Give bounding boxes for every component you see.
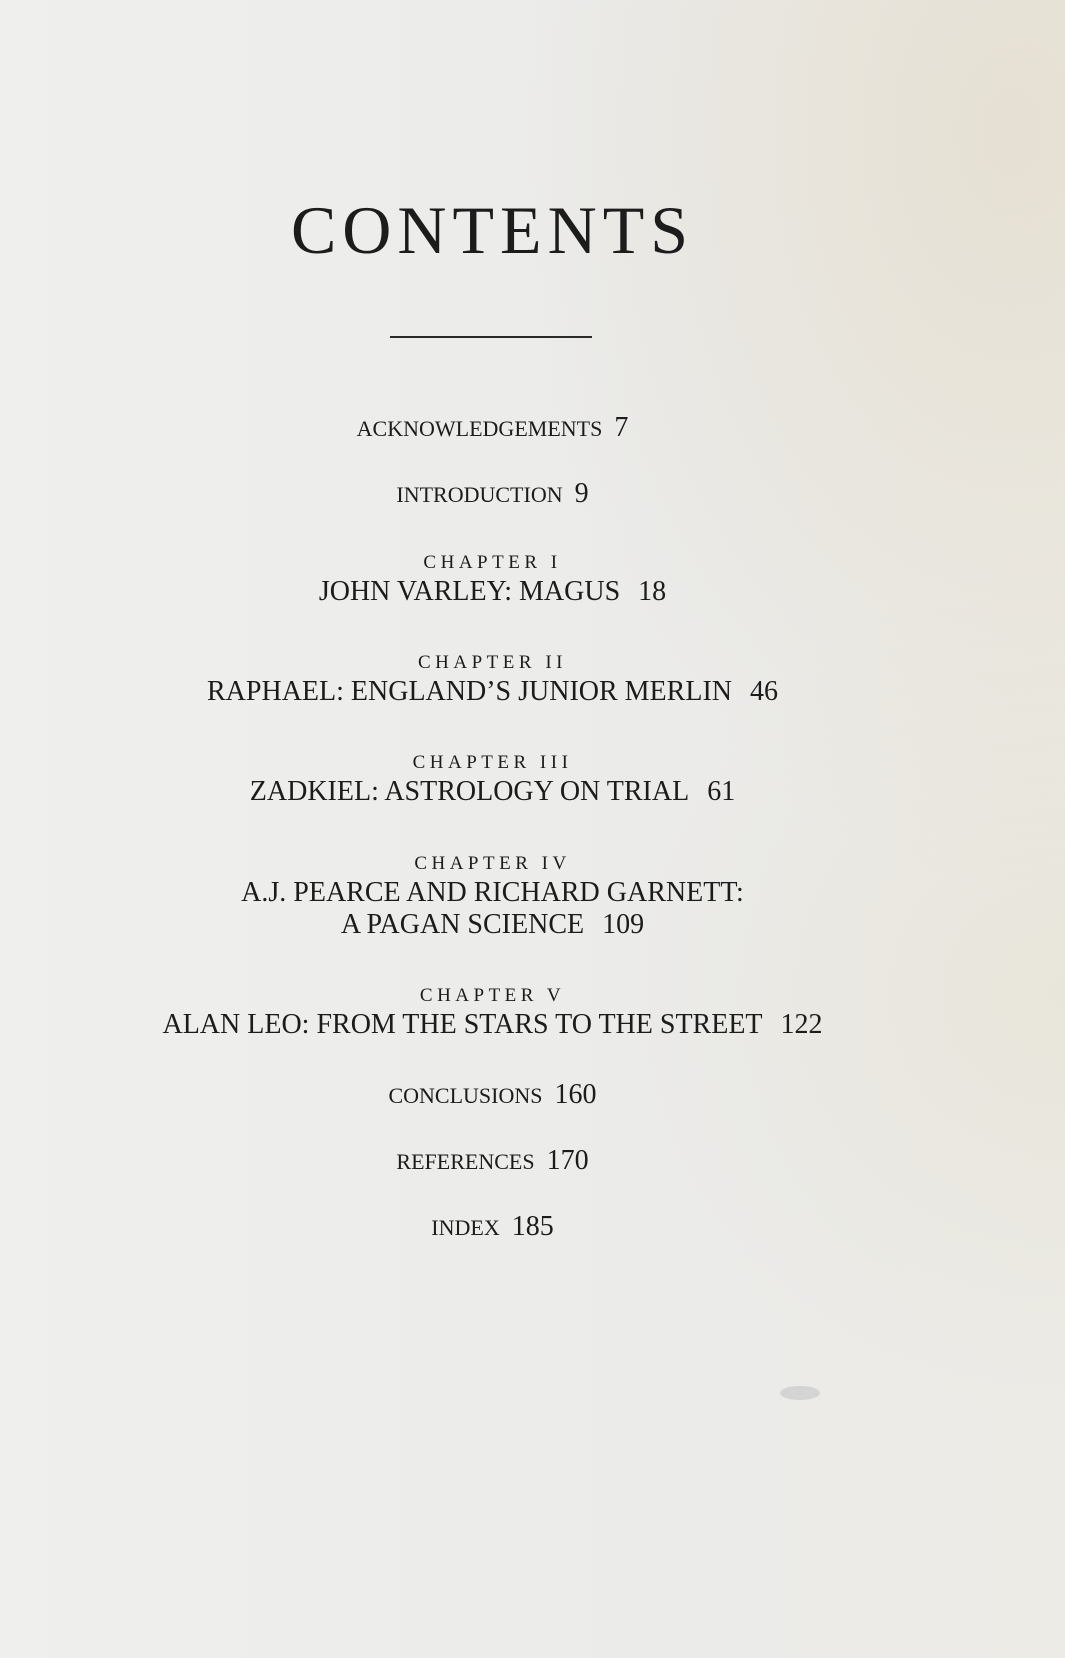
toc-entry-introduction	[0, 480, 985, 508]
chapter-page: 61	[707, 776, 736, 807]
chapter-label-1: CHAPTER I	[423, 552, 562, 573]
chapter-page: 109	[602, 909, 645, 940]
chapter-title-text: ZADKIEL: ASTROLOGY ON TRIAL	[249, 776, 690, 807]
toc-entry-conclusions	[0, 1081, 985, 1109]
toc-entry-acknowledgements	[0, 414, 985, 442]
toc-entry-page: 160	[554, 1079, 597, 1110]
toc-entry-references	[0, 1147, 985, 1175]
chapter-label-4: CHAPTER IV	[414, 853, 571, 874]
chapter-title-4-line1	[0, 879, 985, 907]
chapter-title-5	[0, 1011, 985, 1039]
toc-entry-label: INDEX	[431, 1215, 500, 1240]
toc-entry-label: INTRODUCTION	[396, 482, 563, 507]
toc-entry-page: 7	[614, 412, 629, 443]
chapter-title-3	[0, 778, 985, 806]
chapter-label-2: CHAPTER II	[418, 652, 567, 673]
chapter-label-5: CHAPTER V	[419, 985, 566, 1006]
page-smudge	[780, 1386, 820, 1400]
chapter-label-3: CHAPTER III	[412, 752, 573, 773]
toc-entry-page: 170	[546, 1145, 589, 1176]
chapter-title-text: RAPHAEL: ENGLAND’S JUNIOR MERLIN	[207, 676, 732, 707]
toc-entry-label: REFERENCES	[396, 1149, 535, 1174]
chapter-title-2	[0, 678, 985, 706]
chapter-title-text: A PAGAN SCIENCE	[340, 909, 585, 940]
toc-entry-label: CONCLUSIONS	[388, 1083, 543, 1108]
chapter-title-1	[0, 578, 985, 606]
chapter-title-text: A.J. PEARCE AND RICHARD GARNETT:	[241, 877, 744, 908]
toc-entry-index	[0, 1213, 985, 1241]
chapter-page: 18	[638, 576, 667, 607]
toc-entry-page: 9	[574, 478, 589, 509]
toc-entry-page: 185	[511, 1211, 554, 1242]
chapter-page: 46	[750, 676, 778, 707]
chapter-title-text: JOHN VARLEY: MAGUS	[318, 576, 621, 607]
chapter-title-text: ALAN LEO: FROM THE STARS TO THE STREET	[162, 1009, 763, 1040]
title-divider	[390, 336, 592, 338]
page-title: CONTENTS	[290, 192, 695, 268]
toc-entry-label: ACKNOWLEDGEMENTS	[356, 416, 603, 441]
chapter-page: 122	[780, 1009, 823, 1040]
chapter-title-4-line2	[0, 911, 985, 939]
